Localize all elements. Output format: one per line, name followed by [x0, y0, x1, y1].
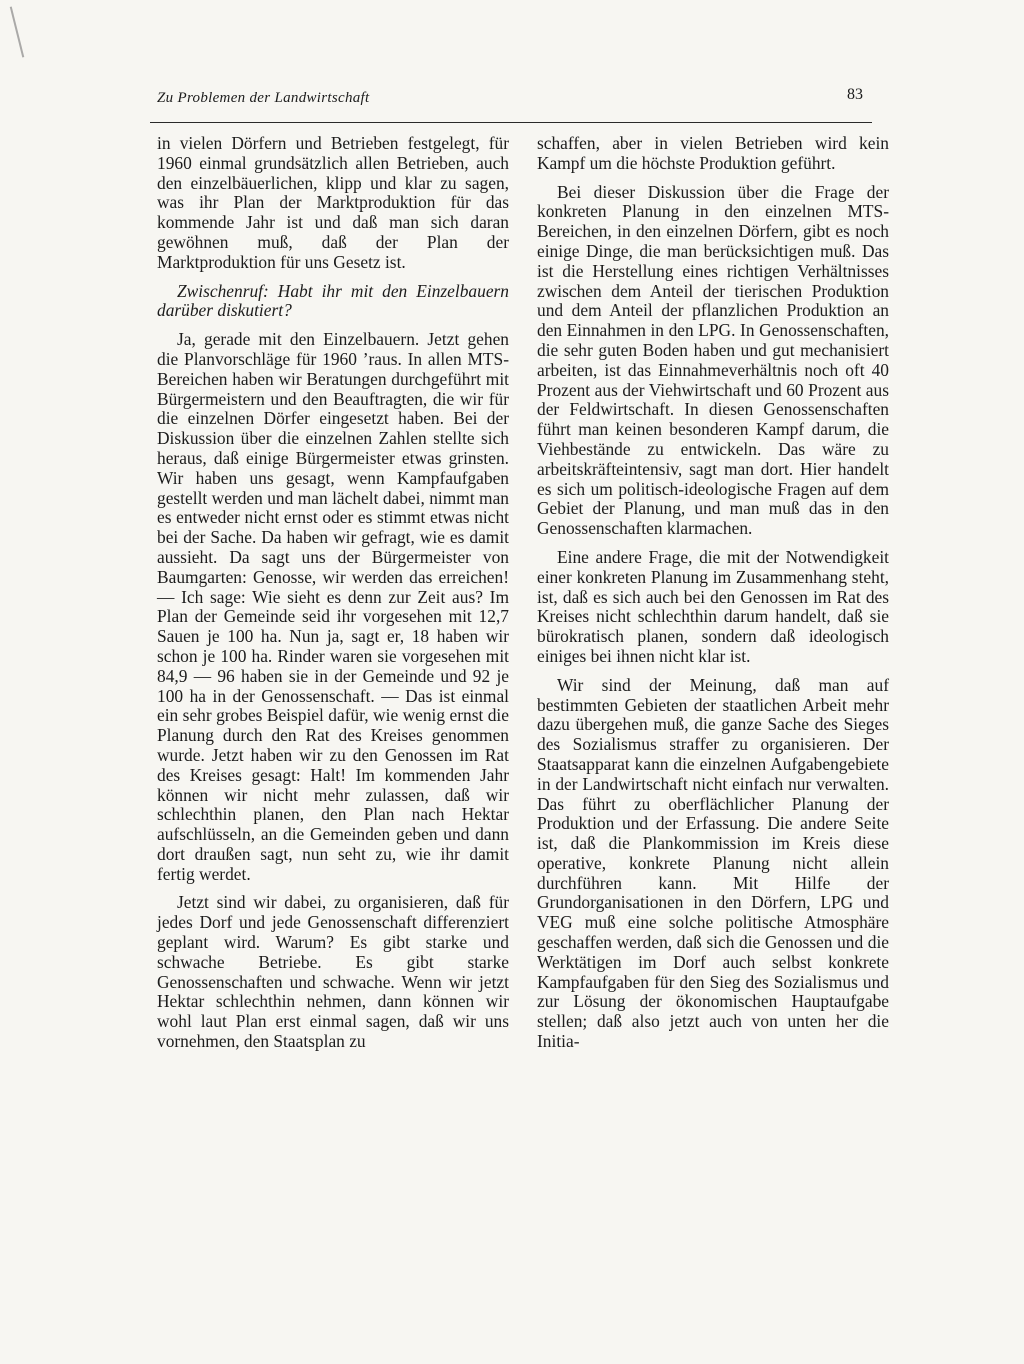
paragraph: Bei dieser Diskussion über die Frage der konkreten Planung in den einzelnen MTS-Bereichen, in den einzelnen Dörfern, gibt es noch einige Dinge, die man berücksichtigen muß. Das ist die Herstellung eines richtigen Verhältnisses zwischen dem Anteil der tierischen Produktion und dem Anteil der pflanzlichen Produktion an den Einnahmen in den LPG. In Genossenschaften, die sehr guten Boden haben und gut mechanisiert arbeiten, ist das Einnahmeverhältnis noch oft 40 Prozent aus der Viehwirtschaft und 60 Prozent aus der Feldwirtschaft. In diesen Genossenschaften führt man keinen besonderen Kampf darum, die Viehbestände zu entwickeln. Das wäre zu arbeitskräfteintensiv, sagt man dort. Hier handelt es sich um politisch-ideologische Fragen auf dem Gebiet der Planung, und man muß das in den Genossenschaften klarmachen.	[537, 181, 889, 539]
running-title: Zu Problemen der Landwirtschaft	[157, 90, 370, 106]
right-column	[537, 134, 889, 1061]
paragraph: Wir sind der Meinung, daß man auf bestimmten Gebieten der staatlichen Arbeit mehr dazu übergehen muß, die ganze Sache des Sieges des Sozialismus straffer zu organisieren. Der Staatsapparat kann die einzelnen Aufgabengebiete in der Landwirtschaft nicht einfach nur verwalten. Das führt zu oberflächlicher Planung der Produktion und der Erfassung. Die andere Seite ist, daß die Plankommission im Kreis diese operative, konkrete Planung nicht allein durchführen kann. Mit Hilfe der Grundorganisationen in den Dörfern, LPG und VEG muß eine solche politische Atmosphäre geschaffen werden, daß sich die Genossen und die Werktätigen im Dorf auch selbst konkrete Kampfaufgaben für den Sieg des Sozialismus und zur Lösung der ökonomischen Hauptaufgabe stellen; daß also jetzt auch von unten her die Initia-	[537, 674, 889, 1052]
page-header	[157, 86, 863, 114]
paragraph: Eine andere Frage, die mit der Notwendigkeit einer konkreten Planung im Zusammenhang steht, ist, daß es sich auch bei den Genossen im Rat des Kreises nicht schlechthin darum handelt, daß sie bürokratisch planen, sondern daß ideologisch einiges bei ihnen nicht klar ist.	[537, 546, 889, 666]
paragraph: Ja, gerade mit den Einzelbauern. Jetzt gehen die Planvorschläge für 1960 ’raus. In allen MTS-Bereichen haben wir Beratungen durchgeführt mit Bürgermeistern und den Beauftragten, die wir für die einzelnen Dörfer eingesetzt haben. Bei der Diskussion über die einzelnen Zahlen stellte sich heraus, daß einige Bürgermeister etwas grinsten. Wir haben uns gesagt, wenn Kampfaufgaben gestellt werden und man lächelt dabei, nimmt man es entweder nicht ernst oder es stimmt etwas nicht bei der Sache. Da haben wir gefragt, wie es damit aussieht. Da sagt uns der Bürgermeister von Baumgarten: Genosse, wir werden das erreichen! — Ich sage: Wie sieht es denn zur Zeit aus? Im Plan der Gemeinde seid ihr vorgesehen mit 12,7 Sauen je 100 ha. Nun ja, sagt er, 18 haben wir schon je 100 ha. Rinder waren sie vorgesehen mit 84,9 — 96 haben sie in der Gemeinde und 92 je 100 ha in der Genossenschaft. — Das ist einmal ein sehr grobes Beispiel dafür, wie wenig ernst die Planung durch den Rat des Kreises genommen wurde. Jetzt haben wir zu den Genossen im Rat des Kreises gesagt: Halt! Im kommenden Jahr können wir nicht mehr zulassen, daß wir schlechthin planen, den Plan nach Hektar aufschlüsseln, an die Gemeinden geben und dann dort draußen sagt, nun seht zu, wie ihr damit fertig werdet.	[157, 329, 509, 884]
header-rule	[150, 122, 872, 123]
margin-scan-mark	[10, 7, 25, 58]
paragraph: in vielen Dörfern und Betrieben festgelegt, für 1960 einmal grundsätzlich allen Betrieben, auch den einzelbäuerlichen, klipp und klar zu sagen, was ihr Plan der Marktproduktion für das kommende Jahr ist und daß man sich daran gewöhnen muß, daß der Plan der Marktproduktion für uns Gesetz ist.	[157, 133, 509, 272]
paragraph: schaffen, aber in vielen Betrieben wird kein Kampf um die höchste Produktion geführt.	[537, 133, 889, 173]
page-number: 83	[847, 86, 863, 103]
paragraph: Jetzt sind wir dabei, zu organisieren, daß für jedes Dorf und jede Genossenschaft differenziert geplant wird. Warum? Es gibt starke und schwache Betriebe. Es gibt starke Genossenschaften und schwache. Wenn wir jetzt Hektar schlechthin nehmen, dann können wir wohl laut Plan erst einmal sagen, daß wir uns vornehmen, den Staatsplan zu	[157, 892, 509, 1052]
interjection-paragraph: Zwischenruf: Habt ihr mit den Einzelbauern darüber diskutiert?	[157, 280, 509, 321]
left-column	[157, 134, 509, 1061]
